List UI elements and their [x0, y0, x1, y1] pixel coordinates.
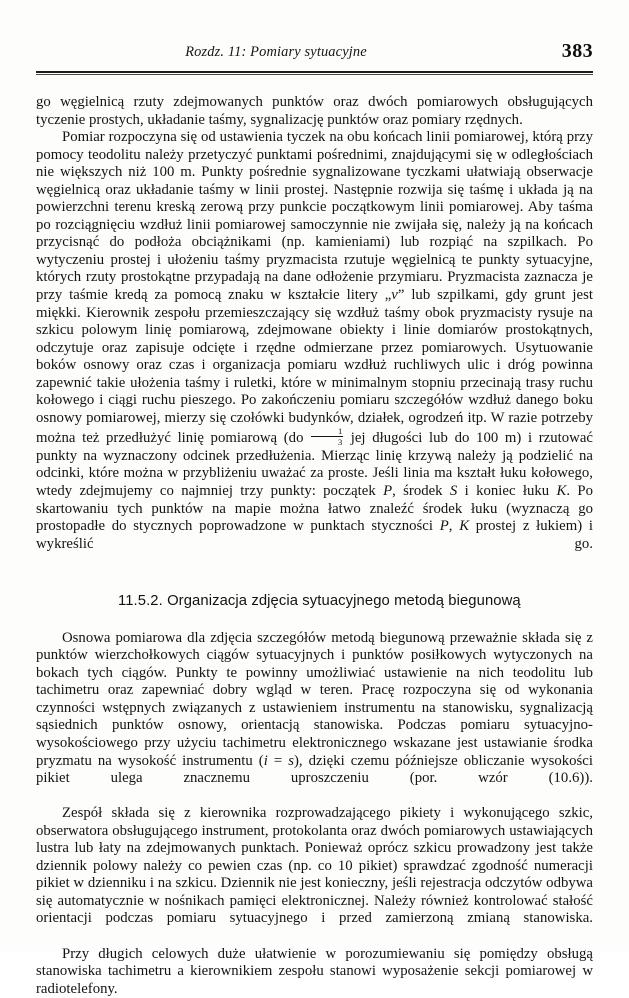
math-italic-v: v	[391, 287, 398, 304]
math-italic-i: i	[263, 752, 268, 769]
math-italic-s: S	[449, 483, 458, 499]
paragraph-text-run: =	[267, 752, 289, 769]
paragraph-zespol-sklada: Zespół składa się z kierownika rozprowadzającego pikiety i wykonującego szkic, obserwatora obsługującego instrument, protokolanta oraz dwóch pomiarowych ustawiających lustra lub łaty na zdejmowanych punktach. Ponieważ oprócz szkicu prowadzony jest także dziennik polowy należy co pewien czas (np. co 10 pikiet) sprawdzać zgodność numeracji pikiet w dzienniku i na szkicu. Dziennik nie jest konieczny, jeśli rejestracja odczytów odbywa się automatycznie w nośnikach pamięci elektronicznej. Należy również kontrolować stałość orientacji podczas pomiaru sytuacyjnego i przed zamierzoną zmianą stanowiska.	[36, 805, 593, 927]
running-header-title: Rozdz. 11: Pomiary sytuacyjne	[185, 44, 367, 60]
page-number: 383	[561, 40, 593, 62]
paragraph-text-run: ), dzięki czemu późniejsze obliczanie wysokości pikiet ulega znacznemu uproszczeniu (por. wzór (10.6)).	[36, 752, 593, 787]
header-rule-thin	[36, 74, 593, 75]
math-italic-p-k: P	[439, 518, 449, 535]
paragraph-text-run: ,	[448, 518, 460, 535]
header-rule	[36, 71, 593, 75]
paragraph-text-run: , środek	[392, 483, 450, 499]
paragraph-text-run: Pomiar rozpoczyna się od ustawienia tyczek na obu końcach linii pomiarowej, którą przy pomocy teodolitu należy przetyczyć punktami pośrednimi, znajdującymi się w odległościach nie większych niż 100 m. Punkty pośrednie sygnalizowane tyczkami ułatwiają obserwacje węgielnicą oraz układanie taśmy w linii prostej. Następnie rozwija się taśmę i układa ją na powierzchni terenu kreską zerową przy punkcie początkowym linii pomiarowej. Aby taśma po rozciągnięciu wzdłuż linii pomiarowej samoczynnie nie zwijała się, należy ją na końcach przycisnąć do podłoża obciążnikami (np. kamieniami) lub rozpiąć na szpilkach. Po wytyczeniu prostej i ułożeniu taśmy pryzmacista rzutuje węgielnicą te punkty sytuacyjne, których rzuty prostokątne przypadają na dane odłożenie przymiaru. Pryzmacista zaznacza je przy taśmie kredą za pomocą znaku w kształcie litery „	[36, 129, 593, 304]
math-italic-k-2: K	[459, 518, 470, 535]
paragraph-text-run: Osnowa pomiarowa dla zdjęcia szczegółów metodą biegunową przeważnie składa się z punktów wierzchołkowych ciągów sytuacyjnych i punktów posiłkowych wytyczonych na bokach tych ciągów. Punkty te powinny umożliwiać ustawienie na nich teodolitu lub tachimetru oraz zapewniać dobry wgląd w teren. Pracę rozpoczyna się od wykonania czynności wstępnych związanych z ustawieniem instrumentu na stanowisku, sygnalizacją sąsiednich punktów osnowy, orientacją stanowiska. Podczas pomiaru sytuacyjno-wysokościowego przy użyciu tachimetru elektronicznego wskazane jest ustawianie środka pryzmatu na wysokość instrumentu (	[36, 629, 593, 769]
math-italic-s-2: s	[288, 752, 294, 769]
paragraph-continuation: go węgielnicą rzuty zdejmowanych punktów oraz dwóch pomiarowych obsługujących tyczenie prostych, układanie taśmy, sygnalizację punktów oraz pomiary rzędnych.	[36, 94, 593, 128]
paragraph-text-run: . Po skartowaniu tych punktów na mapie można łatwo znaleźć środek łuku (wyznaczą go prostopadłe do stycznych poprowadzone w punktach styczności	[36, 483, 593, 535]
fraction-one-third	[311, 427, 343, 446]
heading-spacer-below	[36, 610, 593, 630]
math-italic-k: K	[556, 483, 567, 499]
paragraph-text-run: ” lub szpilkami, gdy grunt jest miękki. Kierownik zespołu przemieszczający się wzdłuż taśmy obok pryzmacisty rysuje na szkicu polowym linię pomiarową, zdejmowane obiekty i linie domiarów prostokątnych, odczytuje oraz zapisuje odcięte i rzędne odmierzane przez pomiarowych. Usytuowanie boków osnowy oraz czas i organizacja pomiaru wzdłuż ruchliwych ulic i dróg powinna zapewnić takie ułożenia taśmy i ruletki, które w minimalnym stopniu przecinają trasy ruchu kołowego i ciągi ruchu pieszego. Po zakończeniu pomiaru szczegółów wzdłuż danego boku osnowy pomiarowej, mierzy się czołówki budynków, działek, ogrodzeń itp. W razie potrzeby można też przedłużyć linię pomiarową (do	[36, 287, 593, 447]
paragraph-text-run: jej długości lub do 100 m) i rzutować punkty na wyznaczony odcinek przedłużenia. Mierząc linię krzywą należy ją podzielić na odcinki, które można w przybliżeniu uważać za proste. Jeśli linia ma kształt łuku kołowego, wtedy zdejmujemy co najmniej trzy punkty: początek	[36, 430, 593, 499]
fraction-denominator: 3	[337, 436, 343, 447]
paragraph-text-run: prostej z łukiem) i wykreślić go.	[36, 518, 593, 552]
paragraph-osnowa-pomiarowa	[36, 630, 593, 805]
body-text-column	[36, 94, 593, 998]
math-italic-p: P	[383, 483, 393, 499]
paragraph-text-run: i koniec łuku	[457, 483, 557, 499]
paragraph-przy-dlugich: Przy długich celowych duże ułatwienie w porozumiewaniu się pomiędzy obsługą stanowiska tachimetru a kierownikiem zespołu stanowi wyposażenie sekcji pomiarowej w radiotelefony.	[36, 945, 593, 997]
heading-spacer-above	[36, 571, 593, 592]
paragraph-pomiar-rozpoczyna	[36, 129, 593, 571]
fraction-numerator: 1	[337, 426, 343, 437]
section-heading-11-5-2: 11.5.2. Organizacja zdjęcia sytuacyjnego metodą biegunową	[118, 592, 521, 609]
